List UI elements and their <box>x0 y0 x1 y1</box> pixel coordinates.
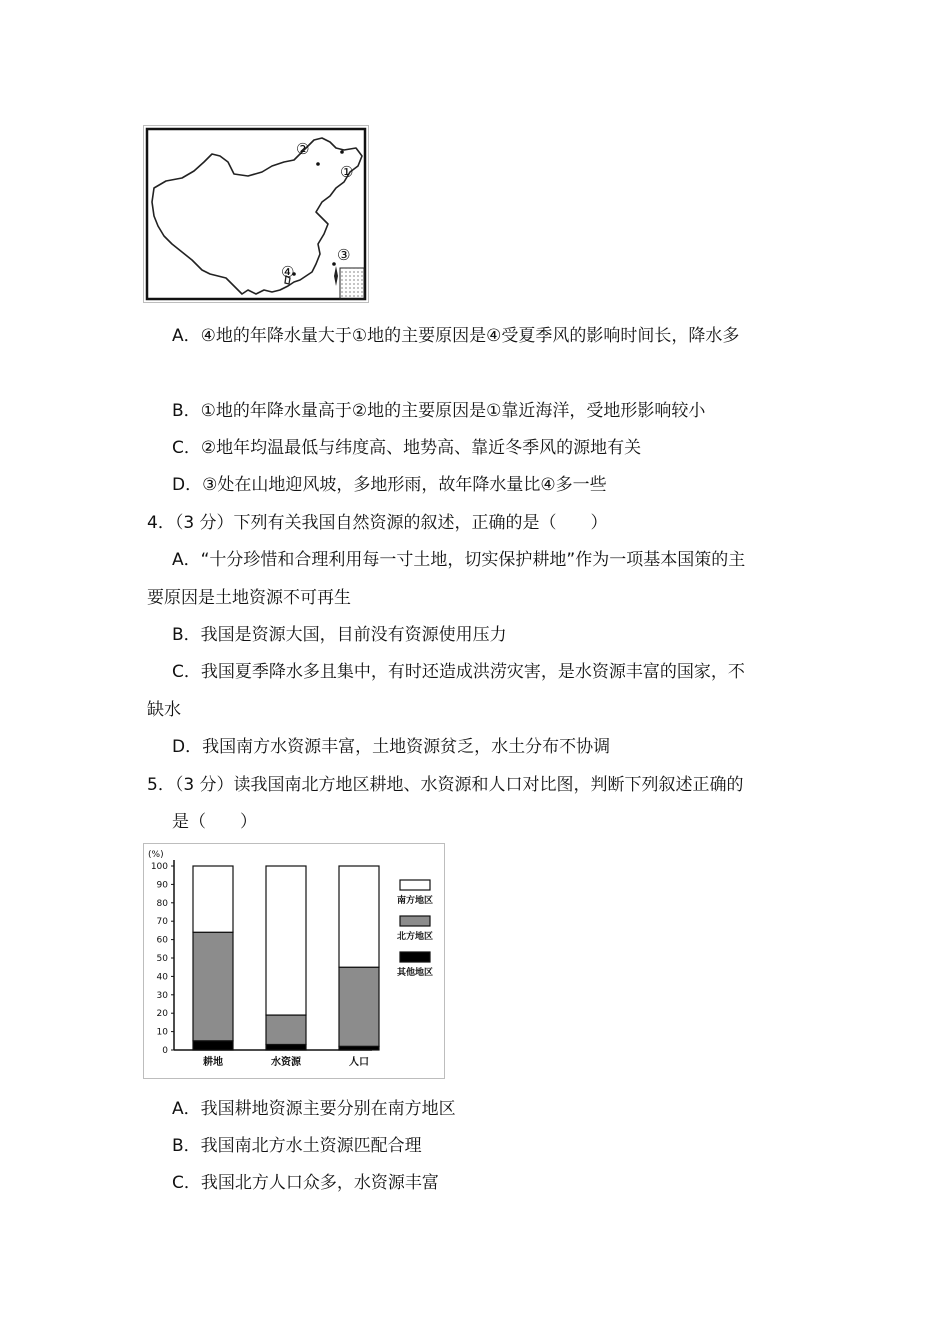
chart-y-tick-label: 0 <box>162 1046 168 1056</box>
q3-option-c: C．②地年均温最低与纬度高、地势高、靠近冬季风的源地有关 <box>172 438 642 458</box>
q5-option-c: C．我国北方人口众多，水资源丰富 <box>172 1173 439 1193</box>
china-outline <box>152 138 362 294</box>
chart-y-tick-label: 90 <box>156 880 168 891</box>
chart-y-tick-label: 60 <box>156 935 168 946</box>
chart-legend-swatch <box>400 952 430 962</box>
chart-legend-label: 南方地区 <box>396 896 434 906</box>
chart-y-tick-label: 10 <box>156 1027 168 1038</box>
q5-stem-line2: 是（ ） <box>172 812 257 832</box>
chart-bar-segment <box>339 967 379 1046</box>
q4-option-d: D．我国南方水资源丰富，土地资源贫乏，水土分布不协调 <box>172 737 611 757</box>
chart-y-tick-label: 100 <box>150 862 168 872</box>
chart-category-label: 人口 <box>349 1057 369 1068</box>
chart-category-label: 水资源 <box>271 1057 301 1068</box>
q5-option-b: B．我国南北方水土资源匹配合理 <box>172 1136 422 1156</box>
chart-bar-segment <box>266 1015 306 1044</box>
q3-option-d: D．③处在山地迎风坡，多地形雨，故年降水量比④多一些 <box>172 475 607 495</box>
map-marker-1: ① <box>340 163 354 181</box>
china-map-figure <box>143 125 369 303</box>
map-marker-4: ④ <box>281 263 295 281</box>
chart-y-tick-label: 20 <box>156 1009 168 1020</box>
china-map-svg <box>144 126 368 302</box>
chart-y-tick-label: 30 <box>156 990 168 1001</box>
chart-legend-swatch <box>400 916 430 926</box>
q4-option-c-line1: C．我国夏季降水多且集中，有时还造成洪涝灾害，是水资源丰富的国家，不 <box>172 662 745 682</box>
chart-bar-segment <box>266 866 306 1015</box>
chart-y-unit-label: (%) <box>148 850 164 860</box>
resource-chart-figure <box>143 843 445 1079</box>
chart-y-tick-label: 70 <box>156 917 168 928</box>
q4-stem: 4．（3 分）下列有关我国自然资源的叙述，正确的是（ ） <box>147 513 608 533</box>
chart-legend-swatch <box>400 880 430 890</box>
resource-chart-svg <box>144 844 444 1078</box>
chart-bar-segment <box>266 1044 306 1050</box>
chart-legend-label: 其他地区 <box>396 968 434 978</box>
map-marker-2: ② <box>296 140 310 158</box>
q3-option-b: B．①地的年降水量高于②地的主要原因是①靠近海洋，受地形影响较小 <box>172 401 706 421</box>
chart-bar-segment <box>193 866 233 932</box>
chart-y-tick-label: 80 <box>156 898 168 909</box>
chart-category-label: 耕地 <box>203 1057 223 1068</box>
chart-y-tick-label: 50 <box>156 954 168 964</box>
q4-option-c-line2: 缺水 <box>147 700 181 720</box>
q4-option-a-line1: A．“十分珍惜和合理利用每一寸土地，切实保护耕地”作为一项基本国策的主 <box>172 550 746 570</box>
q5-option-a: A．我国耕地资源主要分别在南方地区 <box>172 1099 456 1119</box>
chart-y-tick-label: 40 <box>156 972 168 983</box>
chart-bar-segment <box>193 1041 233 1050</box>
q5-stem-line1: 5．（3 分）读我国南北方地区耕地、水资源和人口对比图，判断下列叙述正确的 <box>147 775 744 795</box>
chart-legend-label: 北方地区 <box>396 932 434 942</box>
q4-option-b: B．我国是资源大国，目前没有资源使用压力 <box>172 625 507 645</box>
chart-bar-segment <box>339 866 379 967</box>
chart-bar-segment <box>193 932 233 1041</box>
map-marker-3: ③ <box>337 246 351 264</box>
q4-option-a-line2: 要原因是土地资源不可再生 <box>147 588 351 608</box>
q3-option-a: A．④地的年降水量大于①地的主要原因是④受夏季风的影响时间长，降水多 <box>172 326 740 346</box>
